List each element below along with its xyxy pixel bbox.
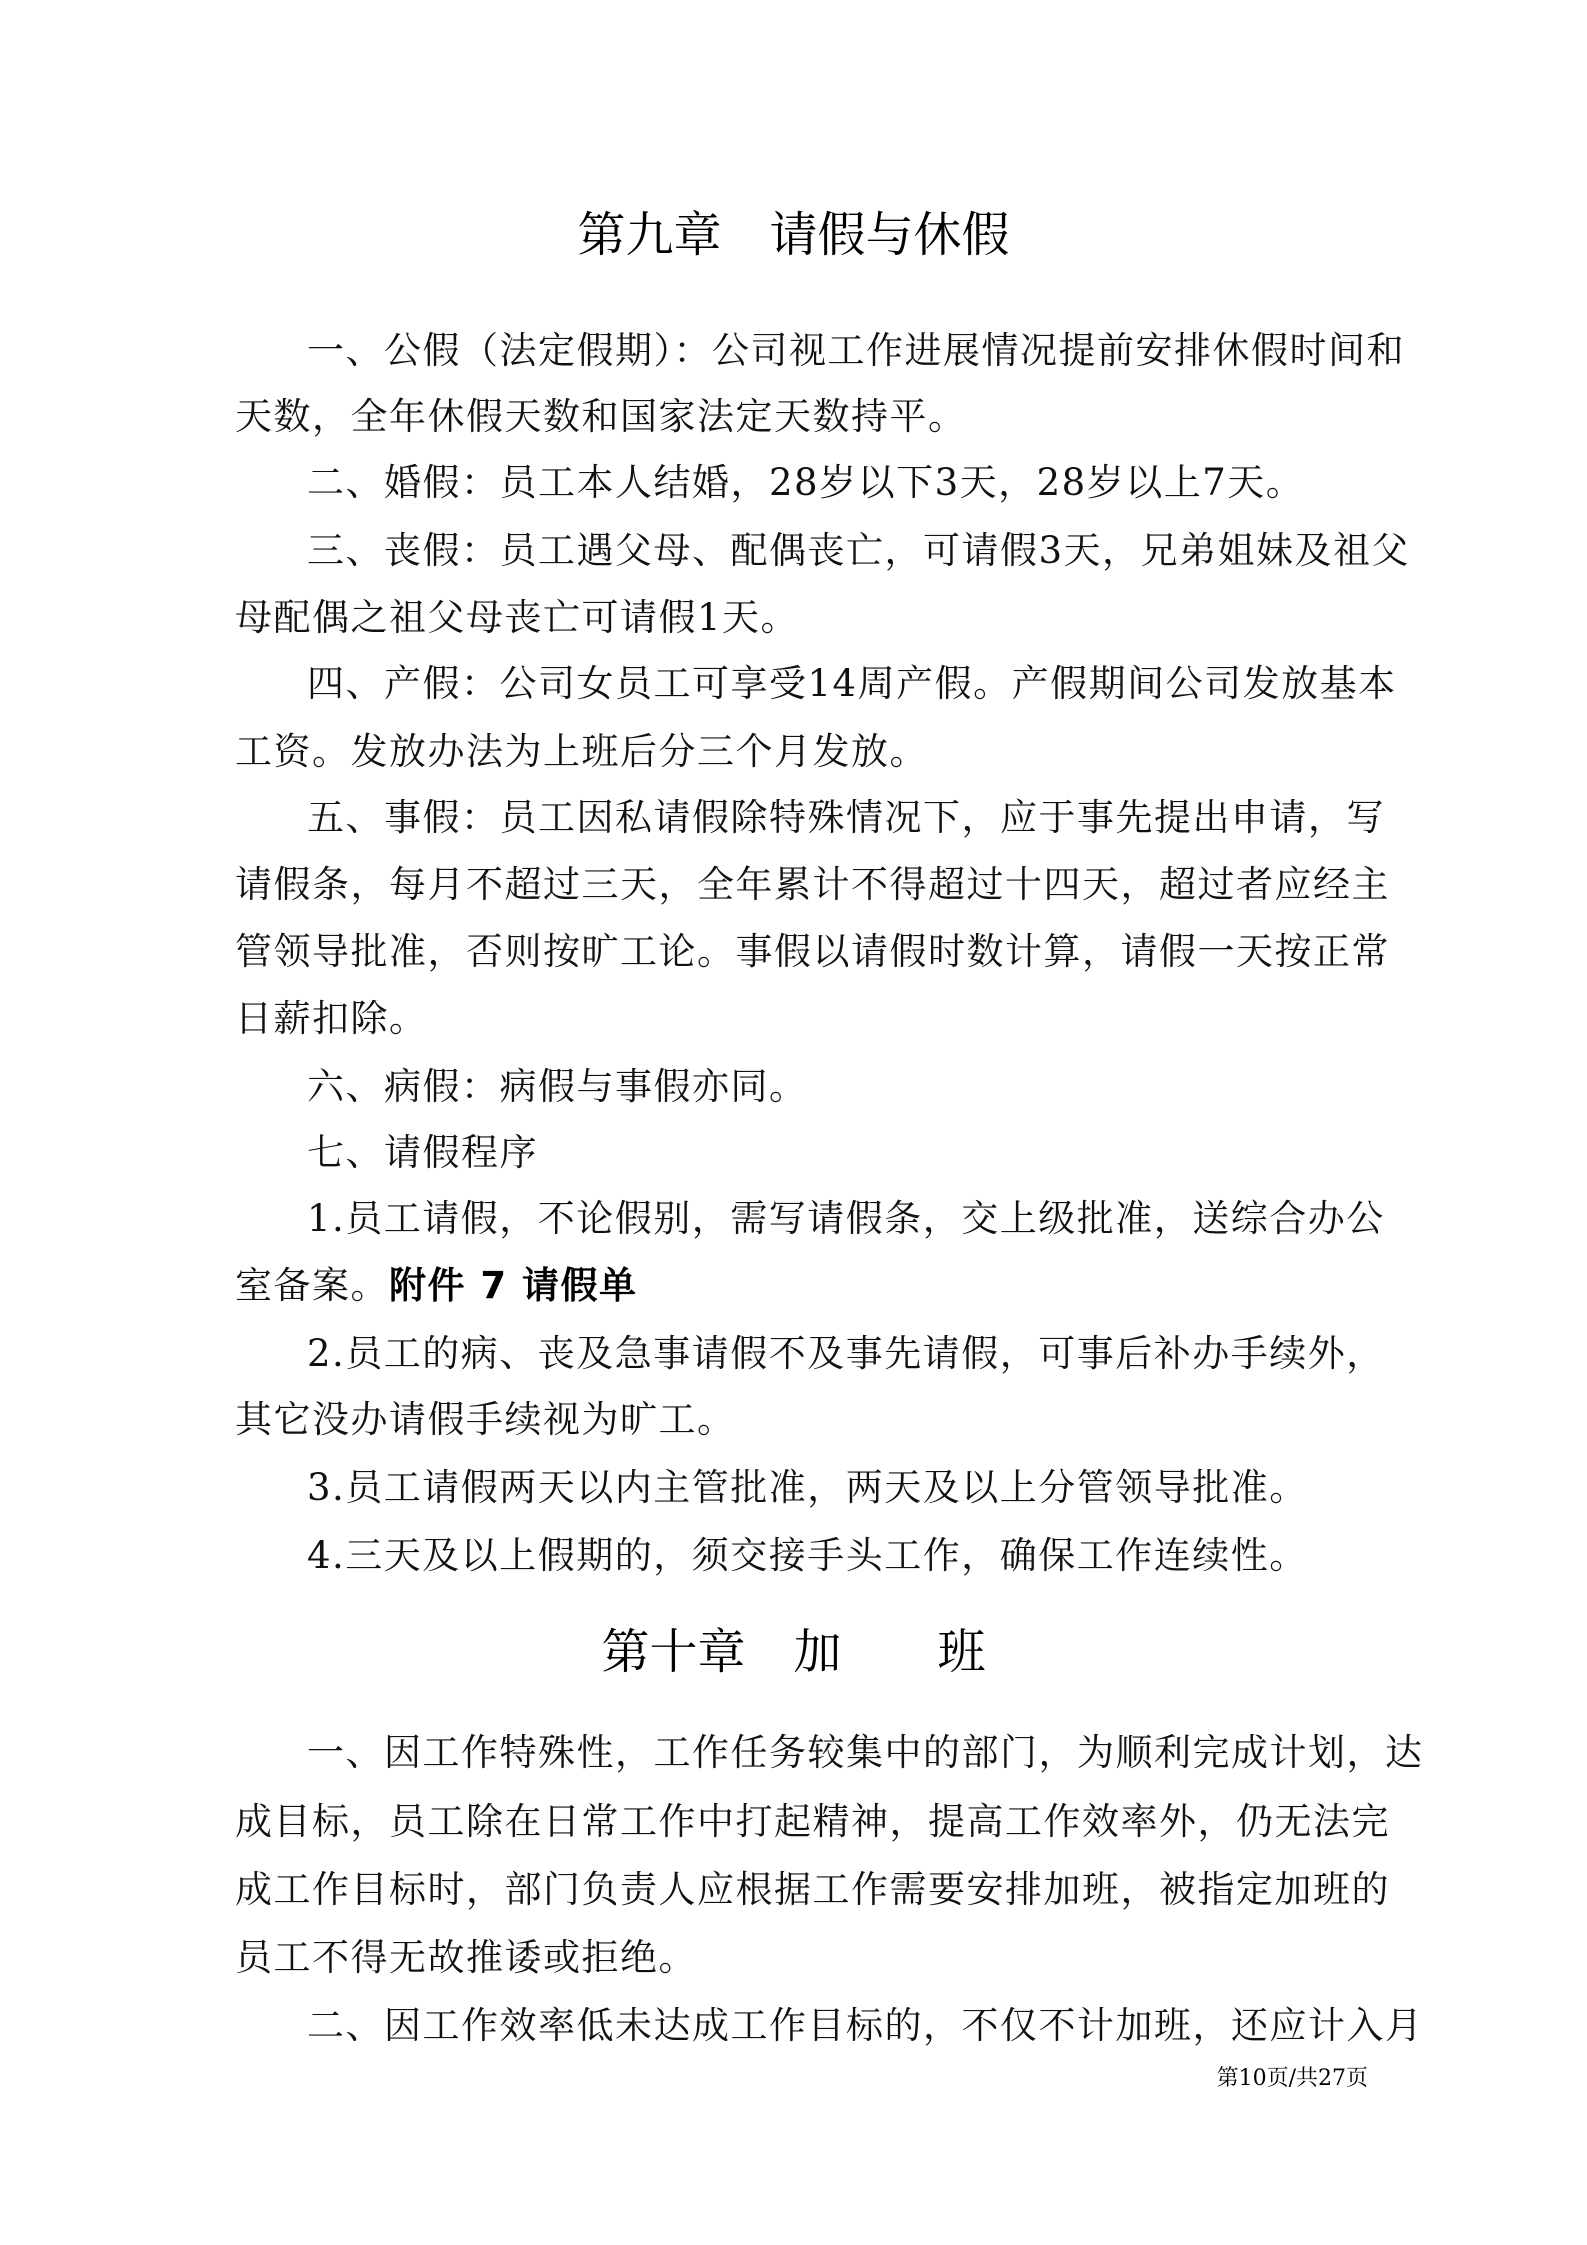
paragraph-line <box>235 1261 1368 1311</box>
page-number: 第10页/共27页 <box>1216 2066 1368 2091</box>
chapter-9-title: 第九章 请假与休假 <box>577 207 1010 263</box>
paragraph-line: 4.三天及以上假期的，须交接手头工作，确保工作连续性。 <box>307 1534 1308 1577</box>
paragraph-line: 二、因工作效率低未达成工作目标的，不仅不计加班，还应计入月 <box>307 2004 1424 2047</box>
paragraph-line: 二、婚假：员工本人结婚，28岁以下3天，28岁以上7天。 <box>307 461 1305 504</box>
paragraph-line: 管领导批准，否则按旷工论。事假以请假时数计算，请假一天按正常 <box>235 930 1390 973</box>
chapter-10-title: 第十章 加 班 <box>601 1624 986 1680</box>
paragraph-line: 母配偶之祖父母丧亡可请假1天。 <box>235 596 800 639</box>
paragraph-line: 2.员工的病、丧及急事请假不及事先请假，可事后补办手续外， <box>307 1332 1385 1375</box>
paragraph-line: 天数，全年休假天数和国家法定天数持平。 <box>235 395 967 438</box>
paragraph-line: 三、丧假：员工遇父母、配偶丧亡，可请假3天，兄弟姐妹及祖父 <box>307 529 1411 572</box>
paragraph-line: 五、事假：员工因私请假除特殊情况下，应于事先提出申请，写 <box>307 796 1385 839</box>
paragraph-line: 3.员工请假两天以内主管批准，两天及以上分管领导批准。 <box>307 1466 1308 1509</box>
paragraph-line: 四、产假：公司女员工可享受14周产假。产假期间公司发放基本 <box>307 662 1397 705</box>
section-heading: 七、请假程序 <box>307 1131 538 1174</box>
paragraph-line: 成目标，员工除在日常工作中打起精神，提高工作效率外，仍无法完 <box>235 1800 1390 1843</box>
paragraph-line: 一、因工作特殊性，工作任务较集中的部门，为顺利完成计划，达 <box>307 1731 1424 1774</box>
paragraph-line: 六、病假：病假与事假亦同。 <box>307 1065 808 1108</box>
paragraph-line: 员工不得无故推诿或拒绝。 <box>235 1936 697 1979</box>
paragraph-line: 1.员工请假，不论假别，需写请假条，交上级批准，送综合办公 <box>307 1197 1385 1240</box>
attachment-reference: 附件 7 请假单 <box>389 1264 638 1307</box>
paragraph-line: 其它没办请假手续视为旷工。 <box>235 1398 736 1441</box>
paragraph-line: 工资。发放办法为上班后分三个月发放。 <box>235 730 928 773</box>
paragraph-line: 请假条，每月不超过三天，全年累计不得超过十四天，超过者应经主 <box>235 863 1390 906</box>
paragraph-text: 室备案。 <box>235 1264 389 1307</box>
paragraph-line: 日薪扣除。 <box>235 997 428 1040</box>
paragraph-line: 成工作目标时，部门负责人应根据工作需要安排加班，被指定加班的 <box>235 1868 1390 1911</box>
paragraph-line: 一、公假（法定假期）：公司视工作进展情况提前安排休假时间和 <box>307 329 1405 372</box>
